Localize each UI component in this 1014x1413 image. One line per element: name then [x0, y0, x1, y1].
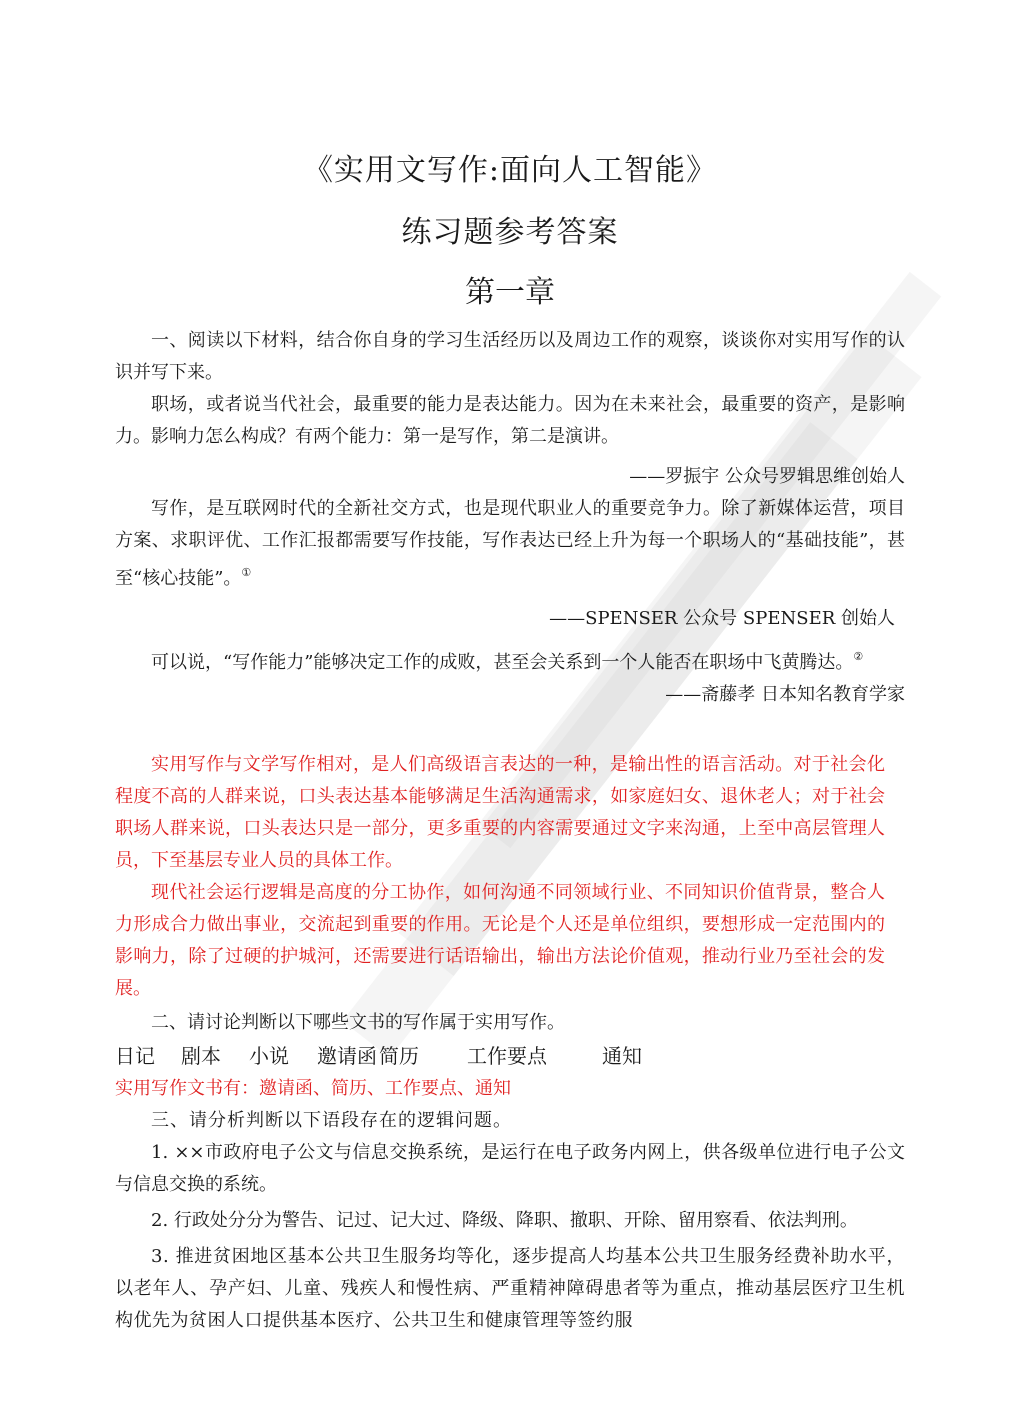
quote-2-attribution: ——SPENSER 公众号 SPENSER 创始人 [549, 608, 895, 629]
question-1-prompt: 一、阅读以下材料，结合你自身的学习生活经历以及周边工作的观察，谈谈你对实用写作的认识并写下来。 [115, 330, 905, 383]
footnote-1-marker: ① [241, 566, 252, 579]
spacer [115, 711, 905, 749]
quote-3-attribution: ——斋藤孝 日本知名教育学家 [665, 684, 905, 705]
question-3-prompt: 三、请分析判断以下语段存在的逻辑问题。 [151, 1110, 512, 1131]
quote-3 [115, 641, 905, 679]
word-diary: 日记 [115, 1044, 155, 1068]
question-3-item-1: 1. ××市政府电子公文与信息交换系统，是运行在电子政务内网上，供各级单位进行电子公文与信息交换的系统。 [115, 1142, 905, 1195]
question-2-prompt: 二、请讨论判断以下哪些文书的写作属于实用写作。 [151, 1012, 565, 1033]
quote-1-attribution: ——罗振宇 公众号罗辑思维创始人 [629, 466, 905, 487]
quote-3-text: 可以说，“写作能力”能够决定工作的成败，甚至会关系到一个人能否在职场中飞黄腾达。 [151, 652, 854, 673]
footnote-2-marker: ② [853, 650, 864, 663]
word-script: 剧本 [181, 1044, 221, 1068]
answer-2: 实用写作文书有：邀请函、简历、工作要点、通知 [115, 1078, 511, 1099]
word-novel: 小说 [249, 1044, 289, 1068]
answer-1-paragraph-1: 实用写作与文学写作相对，是人们高级语言表达的一种，是输出性的语言活动。对于社会化程度不高的人群来说，口头表达基本能够满足生活沟通需求，如家庭妇女、退休老人；对于社会职场人群来说，口头表达只是一部分，更多重要的内容需要通过文字来沟通，上至中高层管理人员，下至基层专业人员的具体工作。 [115, 754, 885, 871]
quote-2-text: 写作，是互联网时代的全新社交方式，也是现代职业人的重要竞争力。除了新媒体运营，项目方案、求职评优、工作汇报都需要写作技能，写作表达已经上升为每一个职场人的“基础技能”，甚至“核心技能”。 [115, 498, 905, 589]
word-invitation: 邀请函 [317, 1044, 377, 1068]
document-type-list [115, 1039, 905, 1073]
word-resume: 简历 [379, 1044, 419, 1068]
word-work-points: 工作要点 [467, 1044, 547, 1068]
word-notice: 通知 [602, 1044, 642, 1068]
chapter-heading: 第一章 [465, 275, 555, 310]
book-title: 《实用文写作:面向人工智能》 [302, 153, 718, 188]
answer-1-paragraph-2: 现代社会运行逻辑是高度的分工协作，如何沟通不同领域行业、不同知识价值背景，整合人力形成合力做出事业，交流起到重要的作用。无论是个人还是单位组织，要想形成一定范围内的影响力，除了过硬的护城河，还需要进行话语输出，输出方法论价值观，推动行业乃至社会的发展。 [115, 882, 885, 999]
page-subtitle: 练习题参考答案 [401, 215, 619, 250]
quote-2 [115, 493, 905, 595]
question-3-item-2: 2. 行政处分分为警告、记过、记大过、降级、降职、撤职、开除、留用察看、依法判刑。 [151, 1210, 858, 1231]
quote-1: 职场，或者说当代社会，最重要的能力是表达能力。因为在未来社会，最重要的资产，是影响力。影响力怎么构成？有两个能力：第一是写作，第二是演讲。 [115, 394, 905, 447]
document-content [115, 145, 905, 1337]
question-3-item-3: 3. 推进贫困地区基本公共卫生服务均等化，逐步提高人均基本公共卫生服务经费补助水平，以老年人、孕产妇、儿童、残疾人和慢性病、严重精神障碍患者等为重点，推动基层医疗卫生机构优先为贫困人口提供基本医疗、公共卫生和健康管理等签约服 [115, 1246, 905, 1331]
